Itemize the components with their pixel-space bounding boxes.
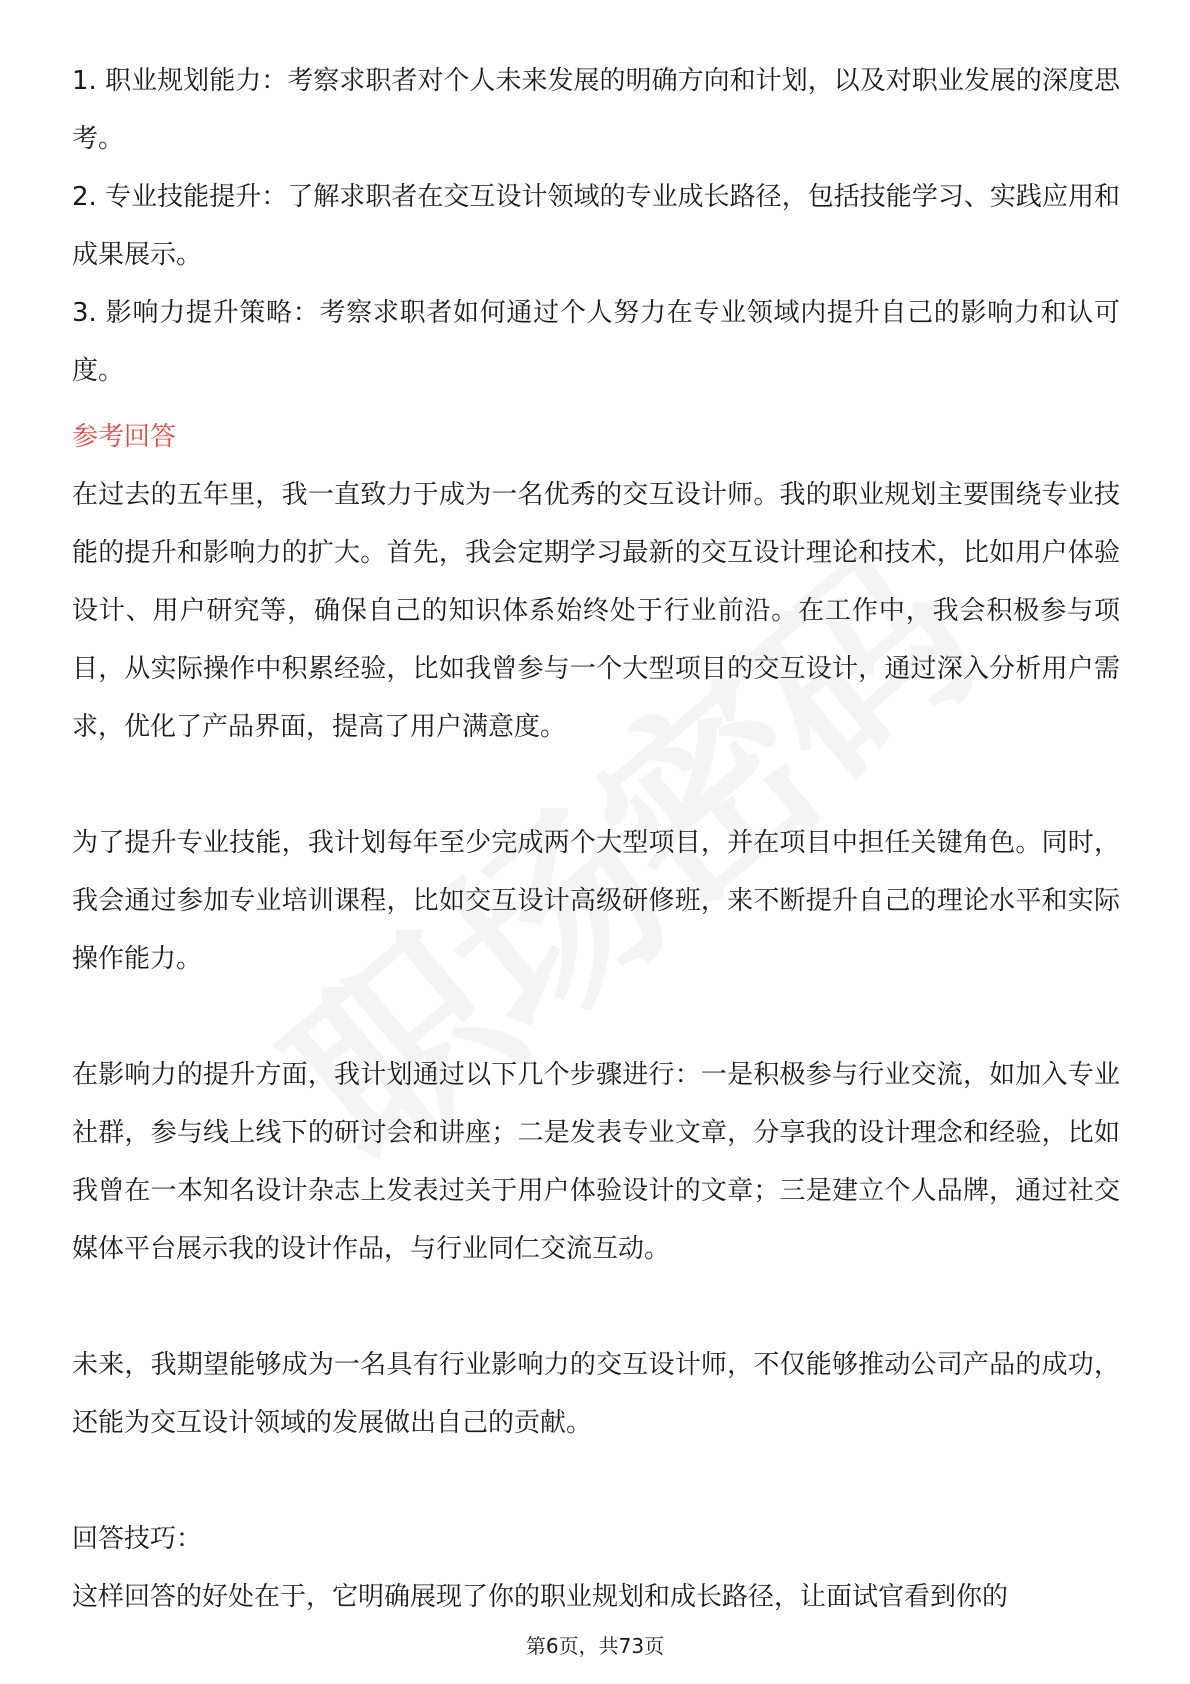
criterion-item: 1. 职业规划能力：考察求职者对个人未来发展的明确方向和计划，以及对职业发展的深度思考。 xyxy=(72,66,1120,154)
paragraph-gap xyxy=(72,756,1120,814)
criterion-item: 3. 影响力提升策略：考察求职者如何通过个人努力在专业领域内提升自己的影响力和认可度。 xyxy=(72,298,1120,386)
criterion-item: 2. 专业技能提升：了解求职者在交互设计领域的专业成长路径，包括技能学习、实践应用和成果展示。 xyxy=(72,182,1120,270)
reference-answer-title: 参考回答 xyxy=(72,422,177,452)
answer-paragraph: 未来，我期望能够成为一名具有行业影响力的交互设计师，不仅能够推动公司产品的成功，还能为交互设计领域的发展做出自己的贡献。 xyxy=(72,1350,1120,1438)
answer-paragraph: 为了提升专业技能，我计划每年至少完成两个大型项目，并在项目中担任关键角色。同时，我会通过参加专业培训课程，比如交互设计高级研修班，来不断提升自己的理论水平和实际操作能力。 xyxy=(72,828,1120,974)
answer-paragraph: 在影响力的提升方面，我计划通过以下几个步骤进行：一是积极参与行业交流，如加入专业社群，参与线上线下的研讨会和讲座；二是发表专业文章，分享我的设计理念和经验，比如我曾在一本知名设计杂志上发表过关于用户体验设计的文章；三是建立个人品牌，通过社交媒体平台展示我的设计作品，与行业同仁交流互动。 xyxy=(72,1060,1120,1264)
document-body xyxy=(72,52,1120,1626)
answer-paragraph: 在过去的五年里，我一直致力于成为一名优秀的交互设计师。我的职业规划主要围绕专业技能的提升和影响力的扩大。首先，我会定期学习最新的交互设计理论和技术，比如用户体验设计、用户研究等，确保自己的知识体系始终处于行业前沿。在工作中，我会积极参与项目，从实际操作中积累经验，比如我曾参与一个大型项目的交互设计，通过深入分析用户需求，优化了产品界面，提高了用户满意度。 xyxy=(72,480,1120,742)
page-number: 第6页，共73页 xyxy=(525,1634,665,1658)
paragraph-gap xyxy=(72,988,1120,1046)
tips-title: 回答技巧： xyxy=(72,1524,203,1554)
paragraph-gap xyxy=(72,1278,1120,1336)
tips-text: 这样回答的好处在于，它明确展现了你的职业规划和成长路径，让面试官看到你的 xyxy=(72,1582,1009,1612)
spacer xyxy=(72,400,1120,408)
paragraph-gap xyxy=(72,1452,1120,1510)
